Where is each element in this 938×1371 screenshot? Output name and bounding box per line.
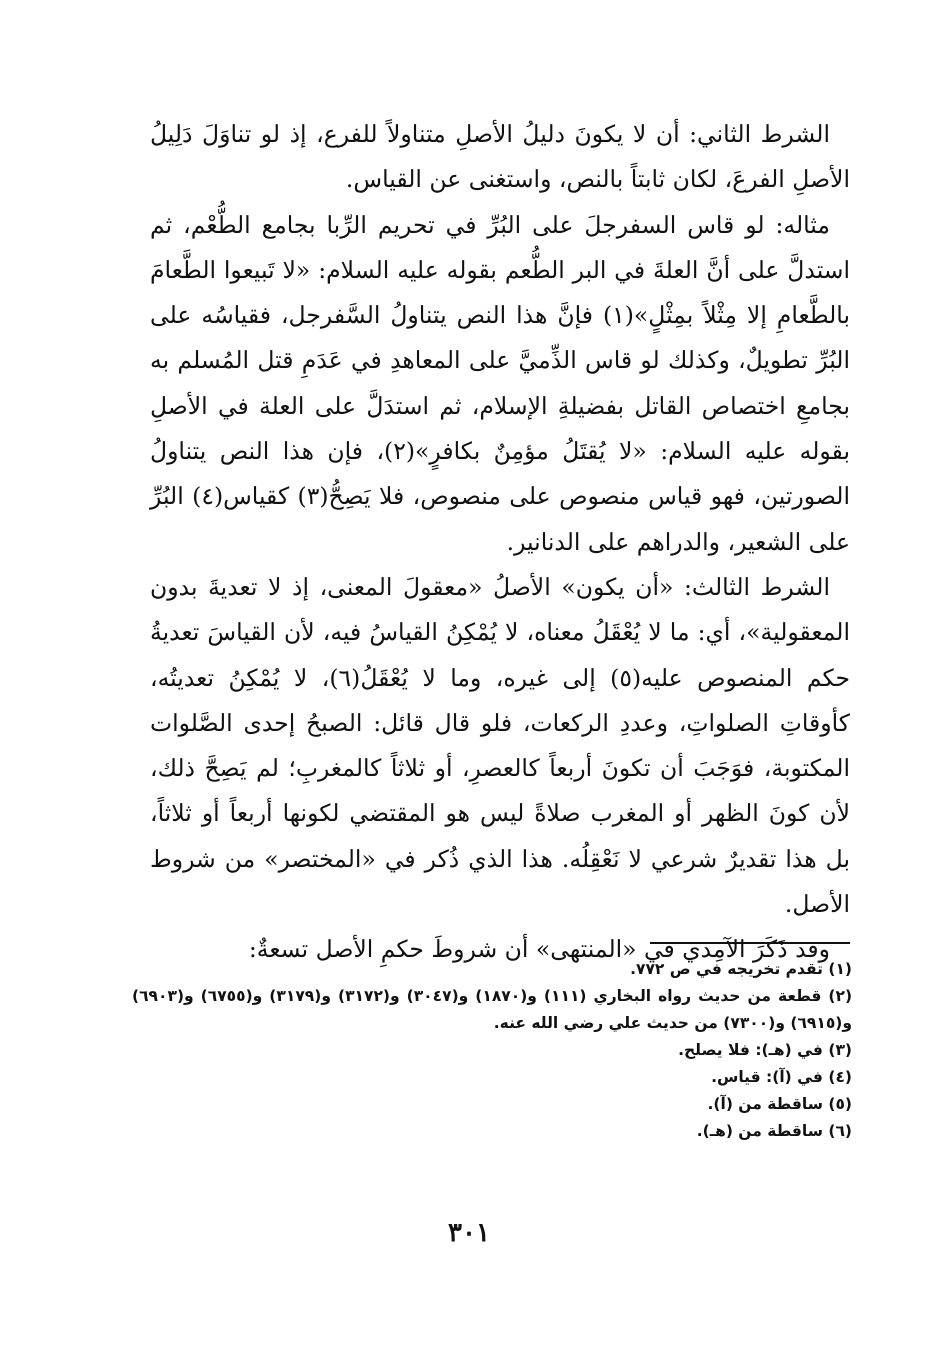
paragraph-amidi-conditions: وقد ذَكَرَ الآمِدي في «المنتهى» أن شروطَ حكمِ الأصل تسعةٌ:	[248, 935, 830, 964]
footnote-3: (٣) في (هـ): فلا يصلح.	[678, 1041, 852, 1059]
footnote-separator	[650, 942, 850, 944]
footnotes	[132, 956, 852, 1145]
paragraph-second-condition: الشرط الثاني: أن لا يكونَ دليلُ الأصلِ متناولاً للفرع، إذ لو تناوَلَ دَلِيلُ الأصلِ الفرعَ، لكان ثابتاً بالنص، واستغنى عن القياس.	[150, 120, 850, 194]
page-number: ٣٠١	[448, 1218, 490, 1248]
paragraph-third-condition: الشرط الثالث: «أن يكون» الأصلُ «معقولَ المعنى، إذ لا تعديةَ بدون المعقولية»، أي: ما لا يُعْقَلُ معناه، لا يُمْكِنُ القياسُ فيه، لأن القياسَ تعديةُ حكم المنصوص عليه(٥) إلى غيره، وما لا يُعْقَلُ(٦)، لا يُمْكِنُ تعديتُه، كأوقاتِ الصلواتِ، وعددِ الركعات، فلو قال قائل: الصبحُ إحدى الصَّلوات المكتوبة، فوَجَبَ أن تكونَ أربعاً كالعصرِ، أو ثلاثاً كالمغربِ؛ لم يَصِحَّ ذلك، لأن كونَ الظهر أو المغرب صلاةً ليس هو المقتضي لكونها أربعاً أو ثلاثاً، بل هذا تقديرٌ شرعي لا نَعْقِلُه. هذا الذي ذُكر في «المختصر» من شروط الأصل.	[150, 572, 850, 919]
footnote-2: (٢) قطعة من حديث رواه البخاري (١١١) و(١٨٧٠) و(٣٠٤٧) و(٣١٧٢) و(٣١٧٩) و(٦٧٥٥) و(٦٩٠٣) و(٦٩١٥) و(٧٣٠٠) من حديث علي رضي الله عنه.	[132, 987, 853, 1032]
footnote-5: (٥) ساقطة من (آ).	[707, 1095, 852, 1113]
paragraph-example: مثاله: لو قاس السفرجلَ على البُرِّ في تحريم الرِّبا بجامع الطُّعْم، ثم استدلَّ على أنَّ العلةَ في البر الطُّعم بقوله عليه السلام: «لا تَبيعوا الطَّعامَ بالطَّعامِ إلا مِثْلاً بمِثْلٍ»(١) فإنَّ هذا النص يتناولُ السَّفرجل، فقياسُه على البُرِّ تطويلٌ، وكذلك لو قاس الذِّميَّ على المعاهدِ في عَدَمِ قتل المُسلم به بجامعِ اختصاص القاتل بفضيلةِ الإسلام، ثم استدَلَّ على العلة في الأصلِ بقوله عليه السلام: «لا يُقتَلُ مؤمِنٌ بكافرٍ»(٢)، فإن هذا النص يتناولُ الصورتين، فهو قياس منصوص على منصوص، فلا يَصِحُّ(٣) كقياس(٤) البُرِّ على الشعير، والدراهم على الدنانير.	[150, 210, 850, 556]
footnote-4: (٤) في (آ): قياس.	[711, 1068, 852, 1086]
main-text	[150, 112, 850, 973]
footnote-6: (٦) ساقطة من (هـ).	[696, 1122, 852, 1140]
footnote-1: (١) تقدم تخريجه في ص ٧٧٢.	[630, 960, 852, 978]
